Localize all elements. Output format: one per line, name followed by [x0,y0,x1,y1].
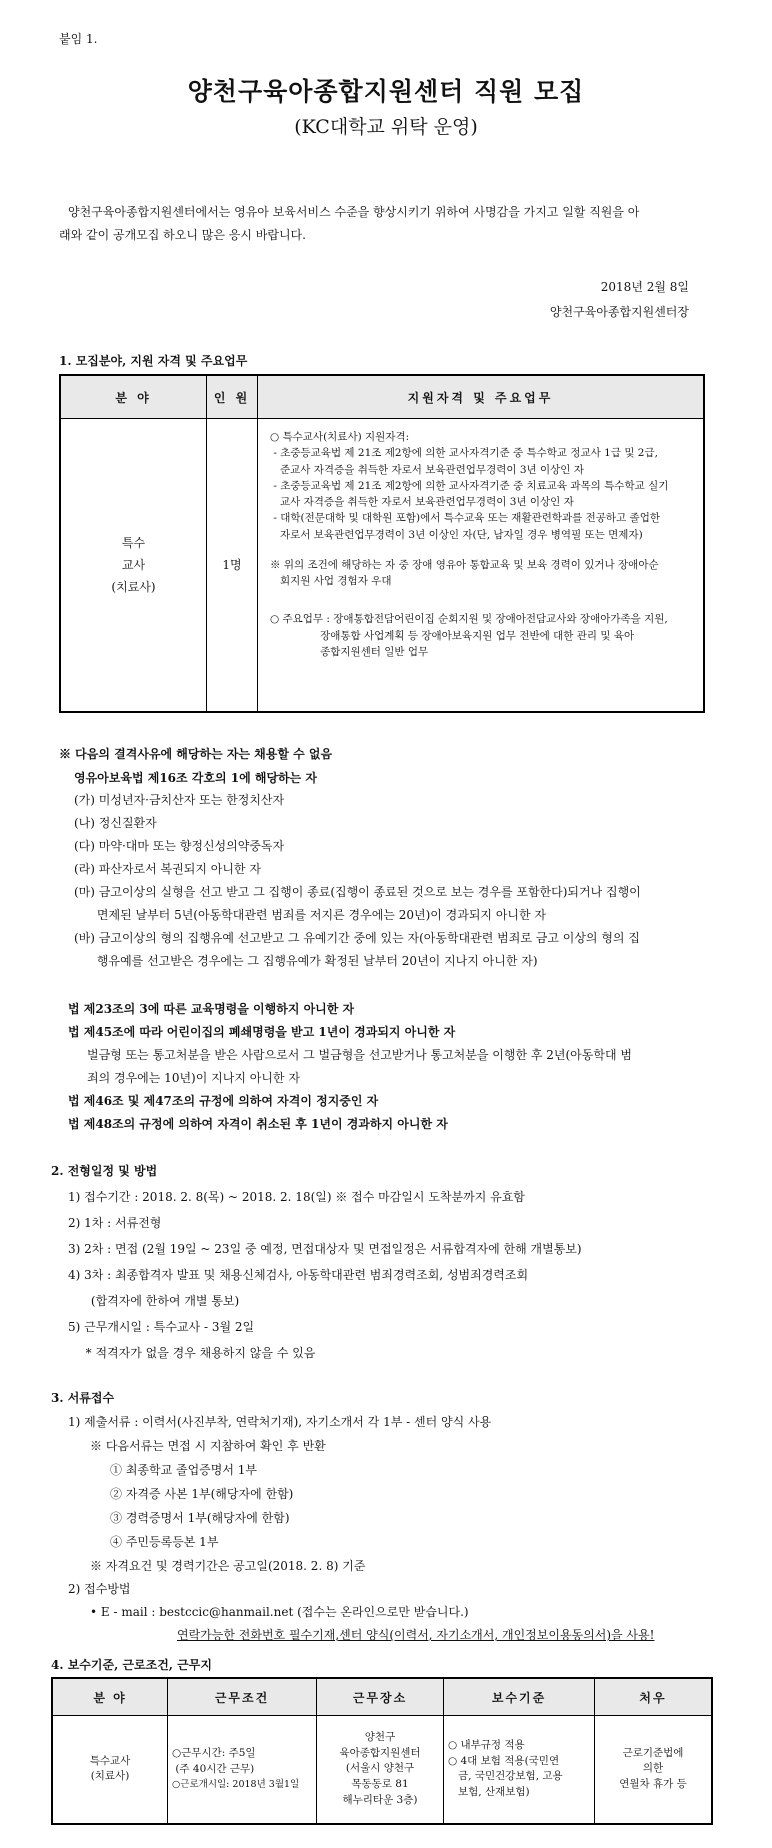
t2-line: 해누리타운 3층) [342,1793,418,1806]
t2-line: (치료사) [90,1770,130,1783]
t2-line: ○근무시간: 주5일 [172,1747,256,1760]
t2-line: 육아종합지원센터 [339,1746,421,1759]
qualification-cell [258,419,705,712]
t2-header: 처우 [595,1678,713,1716]
spacer [270,589,695,611]
docs-line: 2) 접수방법 [68,1582,131,1596]
form-note: 연락가능한 전화번호 필수기재,센터 양식(이력서, 자기소개서, 개인정보이용동의서)을 사용! [177,1628,655,1642]
docs-line: ③ 경력증명서 1부(해당자에 한함) [110,1511,290,1525]
disq-item: 행유예를 선고받은 경우에는 그 집행유예가 확정된 날부터 20년이 지나지 아니한 자) [74,954,538,968]
t2-line: 보험, 산재보험) [448,1786,530,1798]
qual-line: 자로서 보육관련업무경력이 3년 이상인 자(단, 남자일 경우 병역필 또는 면제자) [270,528,643,541]
schedule-line: 1) 접수기간 : 2018. 2. 8(목) ~ 2018. 2. 18(일) ※ 접수 마감일시 도착분까지 유효함 [68,1190,525,1204]
note-line: 회지원 사업 경험자 우대 [270,575,392,588]
docs-line: 1) 제출서류 : 이력서(사진부착, 연락처기재), 자기소개서 각 1부 - 센터 양식 사용 [68,1415,492,1429]
field-line: 특수 [121,536,146,551]
docs-line: ※ 자격요건 및 경력기간은 공고일(2018. 2. 8) 기준 [90,1559,366,1573]
t2-header: 분 야 [52,1678,168,1716]
law45-line: 법 제45조에 따라 어린이집의 폐쇄명령을 받고 1년이 경과되지 아니한 자 [68,1025,456,1039]
docs-line: ④ 주민등록등본 1부 [110,1535,219,1549]
note-line: ※ 위의 조건에 해당하는 자 중 장애 영유아 통합교육 및 보육 경력이 있거나 장애아순 [270,558,659,571]
t2-line: (서울시 양천구 [345,1762,415,1775]
t2-line: 특수교사 [89,1754,131,1767]
header-qualification: 지원자격 및 주요업무 [258,375,705,419]
docs-line: ② 자격증 사본 1부(해당자에 한함) [110,1487,294,1501]
conditions-table [51,1677,713,1825]
issuer: 양천구육아종합지원센터장 [549,305,689,319]
t2-line: 근로기준법에 [622,1746,684,1759]
notice-date: 2018년 2월 8일 [600,280,689,294]
t2-treatment-cell [595,1716,713,1824]
t2-field-cell [52,1716,168,1824]
schedule-line: * 적격자가 없을 경우 채용하지 않을 수 있음 [78,1346,316,1360]
section4-heading: 4. 보수기준, 근로조건, 근무지 [51,1658,212,1672]
section1-heading: 1. 모집분야, 지원 자격 및 주요업무 [59,354,248,368]
disq-item: (다) 마약·대마 또는 향정신성의약중독자 [74,839,285,853]
recruit-table [59,374,705,713]
schedule-line: 3) 2차 : 면접 (2월 19일 ~ 23일 중 예정, 면접대상자 및 면접일정은 서류합격자에 한해 개별통보) [68,1242,582,1256]
law23-line: 법 제23조의 3에 따른 교육명령을 이행하지 아니한 자 [68,1002,355,1016]
qual-line: - 초중등교육법 제 21조 제2항에 의한 교사자격기준 중 치료교육 과목의 특수학교 실기 [270,479,669,492]
law45-detail: 벌금형 또는 통고처분을 받은 사람으로서 그 벌금형을 선고받거나 통고처분을 이행한 후 2년(아동학대 범 [87,1048,632,1062]
qual-line: - 대학(전문대학 및 대학원 포함)에서 특수교육 또는 재활관련학과를 전공하고 졸업한 [270,512,660,525]
t2-line: (주 40시간 근무) [172,1763,255,1776]
t2-line: 의한 [642,1762,664,1775]
page-subtitle: (KC대학교 위탁 운영) [294,116,478,138]
disq-sub: 영유아보육법 제16조 각호의 1에 해당하는 자 [74,771,318,785]
disq-item: (마) 금고이상의 실형을 선고 받고 그 집행이 종료(집행이 종료된 것으로 보는 경우를 포함한다)되거나 집행이 [74,885,641,899]
section3-heading: 3. 서류접수 [51,1391,115,1405]
docs-line: ① 최종학교 졸업증명서 1부 [110,1463,257,1477]
law46-line: 법 제46조 및 제47조의 규정에 의하여 자격이 정지중인 자 [68,1094,379,1108]
t2-line: 연월차 휴가 등 [619,1778,687,1791]
disq-item: (가) 미성년자·금치산자 또는 한정치산자 [74,793,285,807]
disq-item: (나) 정신질환자 [74,816,157,830]
spacer [270,543,695,557]
email-line[interactable]: • E - mail : bestccic@hanmail.net (접수는 온라인으로만 받습니다.) [90,1605,469,1619]
intro-line-2: 래와 같이 공개모집 하오니 많은 응시 바랍니다. [59,228,306,242]
law48-line: 법 제48조의 규정에 의하여 자격이 취소된 후 1년이 경과하지 아니한 자 [68,1117,448,1131]
duty-line: 장애통합 사업계획 등 장애아보육지원 업무 전반에 대한 관리 및 육아 [270,629,635,642]
t2-line: 금, 국민건강보험, 고용 [448,1770,563,1783]
t2-line: ○근로개시일: 2018년 3월1일 [172,1778,300,1790]
field-line: 교사 [121,558,146,573]
law45-detail: 죄의 경우에는 10년)이 지나지 아니한 자 [87,1071,300,1085]
docs-line: ※ 다음서류는 면접 시 지참하여 확인 후 반환 [90,1439,326,1453]
schedule-line: (합격자에 한하여 개별 통보) [68,1294,240,1308]
t2-header: 근무조건 [168,1678,317,1716]
qual-line: 교사 자격증을 취득한 자로서 보육관련업무경력이 3년 이상인 자 [270,496,574,509]
t2-pay-cell [444,1716,595,1824]
field-cell [60,419,207,712]
page-title: 양천구육아종합지원센터 직원 모집 [187,77,585,106]
disq-item: (바) 금고이상의 형의 집행유예 선고받고 그 유예기간 중에 있는 자(아동학대관련 범죄로 금고 이상의 형의 집 [74,931,640,945]
qual-line: ○ 특수교사(치료사) 지원자격: [270,431,410,443]
disq-item: 면제된 날부터 5년(아동학대관련 범죄를 저지른 경우에는 20년)이 경과되지 아니한 자 [74,908,547,922]
t2-line: ○ 내부규정 적용 [448,1738,525,1751]
schedule-line: 4) 3차 : 최종합격자 발표 및 채용신체검사, 아동학대관련 범죄경력조회, 성범죄경력조회 [68,1268,529,1282]
header-field: 분 야 [60,375,207,419]
field-line: (치료사) [111,580,156,595]
duty-line: ○ 주요업무 : 장애통합전담어린이집 순회지원 및 장애아전담교사와 장애아가족을 지원, [270,613,668,626]
annex-label: 붙임 1. [59,32,98,46]
t2-line: ○ 4대 보험 적용(국민연 [448,1754,560,1767]
duty-line: 종합지원센터 일반 업무 [270,645,429,658]
t2-header: 근무장소 [317,1678,444,1716]
t2-place-cell [317,1716,444,1824]
t2-line: 양천구 [364,1730,396,1743]
qual-line: - 초중등교육법 제 21조 제2항에 의한 교사자격기준 중 특수학교 정교사 1급 및 2급, [270,447,658,460]
t2-header: 보수기준 [444,1678,595,1716]
disq-heading: ※ 다음의 결격사유에 해당하는 자는 채용할 수 없음 [59,747,333,761]
header-count: 인 원 [207,375,258,419]
qual-line: 준교사 자격증을 취득한 자로서 보육관련업무경력이 3년 이상인 자 [270,463,584,476]
disq-item: (라) 파산자로서 복권되지 아니한 자 [74,862,261,876]
schedule-line: 2) 1차 : 서류전형 [68,1216,162,1230]
section2-heading: 2. 전형일정 및 방법 [51,1164,158,1178]
intro-line-1: 양천구육아종합지원센터에서는 영유아 보육서비스 수준을 향상시키기 위하여 사명감을 가지고 일할 직원을 아 [68,205,640,219]
t2-line: 목동동로 81 [351,1778,409,1791]
t2-conditions-cell [168,1716,317,1824]
schedule-line: 5) 근무개시일 : 특수교사 - 3월 2일 [68,1320,255,1334]
count-cell: 1명 [207,419,258,712]
